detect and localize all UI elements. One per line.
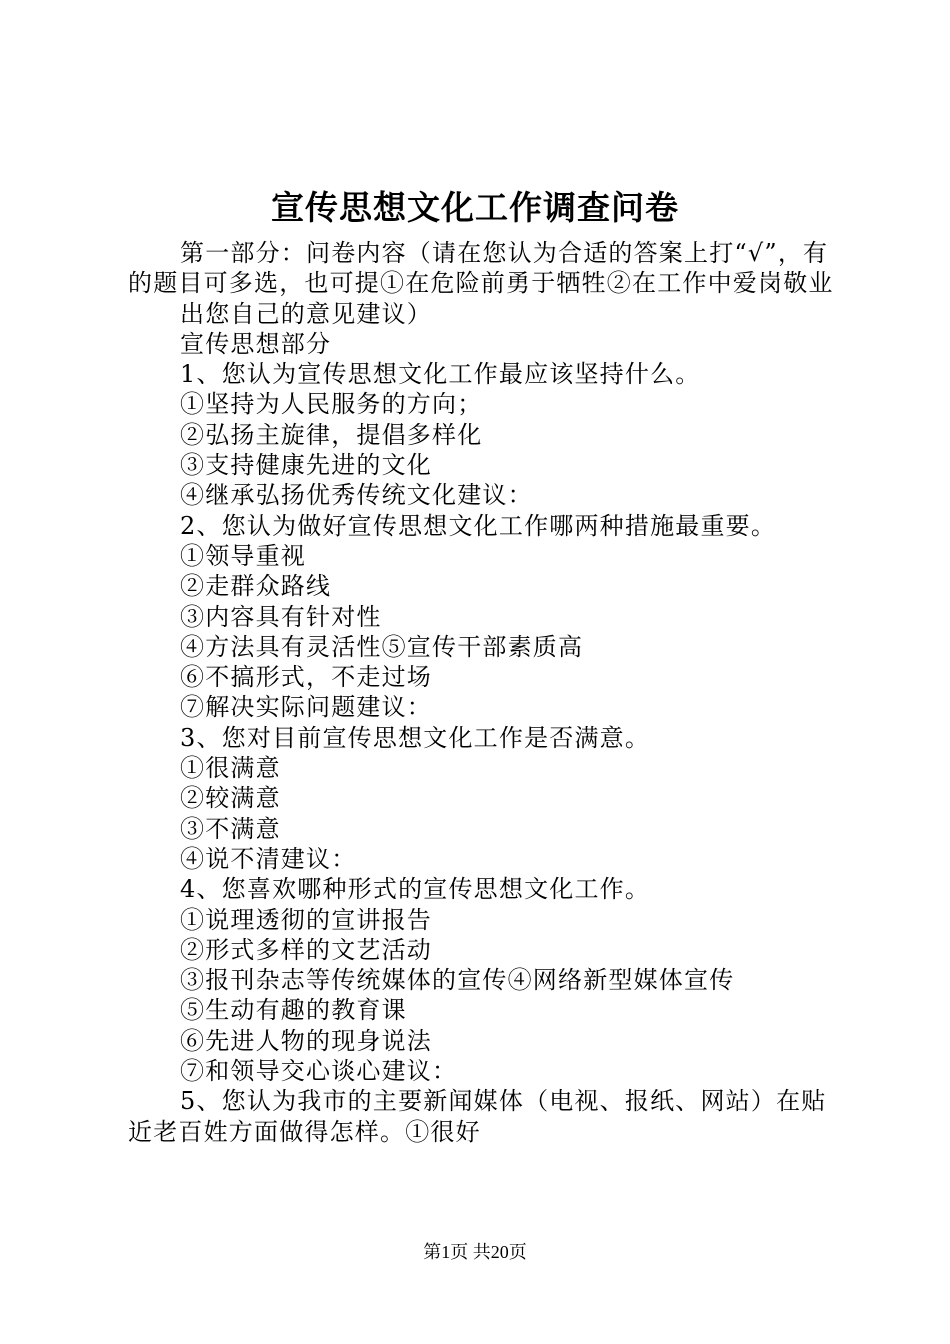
document-body [128, 238, 834, 1147]
document-line: 3、您对目前宣传思想文化工作是否满意。 [180, 723, 651, 752]
document-line: ③内容具有针对性 [180, 602, 382, 631]
document-line: ④继承弘扬优秀传统文化建议： [180, 481, 533, 510]
question-5-paragraph: 5、您认为我市的主要新闻媒体（电视、报纸、网站）在贴近老百姓方面做得怎样。①很好 [128, 1087, 827, 1146]
document-line: 4、您喜欢哪种形式的宣传思想文化工作。 [180, 875, 651, 904]
document-title: 宣传思想文化工作调查问卷 [271, 188, 679, 227]
document-line: ③报刊杂志等传统媒体的宣传④网络新型媒体宣传 [180, 966, 735, 995]
document-line: ④方法具有灵活性⑤宣传干部素质高 [180, 632, 584, 661]
section-heading: 宣传思想部分 [180, 329, 332, 358]
document-line: 1、您认为宣传思想文化工作最应该坚持什么。 [180, 360, 701, 389]
document-line: 2、您认为做好宣传思想文化工作哪两种措施最重要。 [180, 511, 777, 540]
document-line: ③支持健康先进的文化 [180, 451, 432, 480]
document-line: ⑥先进人物的现身说法 [180, 1026, 432, 1055]
document-line: ①很满意 [180, 754, 281, 783]
document-line: ⑦解决实际问题建议： [180, 693, 432, 722]
document-line: ②走群众路线 [180, 572, 332, 601]
document-line: ①说理透彻的宣讲报告 [180, 905, 432, 934]
page-footer: 第1页 共20页 [423, 1242, 527, 1262]
document-line: ③不满意 [180, 814, 281, 843]
intro-continuation: 出您自己的意见建议） [180, 299, 432, 328]
document-line: ②较满意 [180, 784, 281, 813]
document-line: ②弘扬主旋律，提倡多样化 [180, 420, 483, 449]
document-line: ②形式多样的文艺活动 [180, 935, 432, 964]
document-line: ①领导重视 [180, 541, 306, 570]
document-line: ⑦和领导交心谈心建议： [180, 1057, 458, 1086]
document-line: ④说不清建议： [180, 844, 357, 873]
document-line: ⑥不搞形式，不走过场 [180, 663, 432, 692]
question-list [128, 359, 834, 1086]
intro-paragraph: 第一部分：问卷内容（请在您认为合适的答案上打“√”，有的题目可多选，也可提①在危险前勇于牺牲②在工作中爱岗敬业 [128, 239, 834, 298]
document-line: ⑤生动有趣的教育课 [180, 996, 407, 1025]
document-line: ①坚持为人民服务的方向； [180, 390, 483, 419]
